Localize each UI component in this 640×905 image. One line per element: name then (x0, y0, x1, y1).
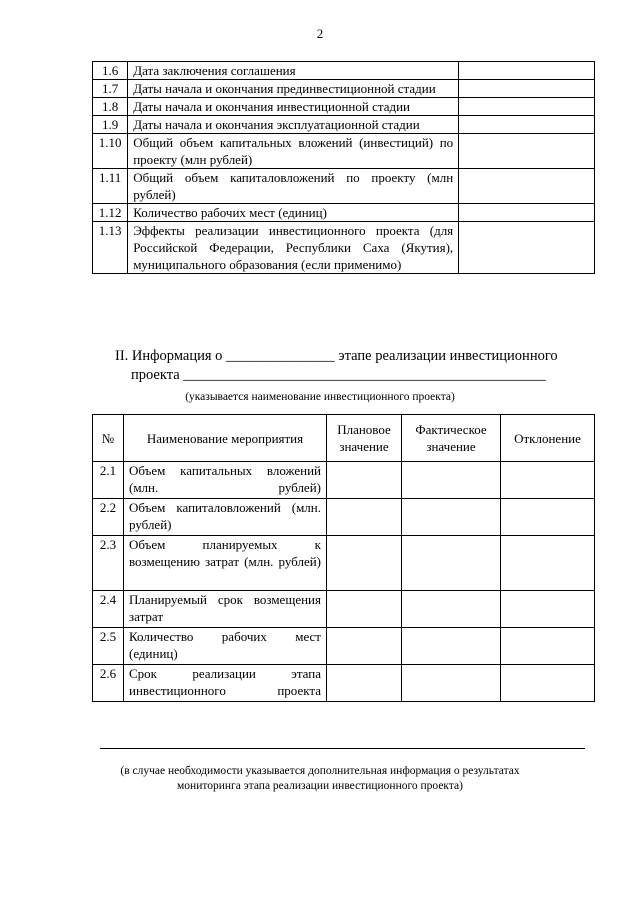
row-value (459, 98, 595, 116)
deviation-cell (501, 499, 595, 536)
table-row (93, 169, 595, 204)
table-row (93, 591, 595, 628)
row-label: Даты начала и окончания прединвестиционной стадии (128, 80, 459, 98)
table-row (93, 536, 595, 591)
row-value (459, 169, 595, 204)
table-row (93, 204, 595, 222)
row-label: Количество рабочих мест (единиц) (124, 628, 327, 665)
stage-info-table (92, 414, 595, 702)
deviation-cell (501, 591, 595, 628)
row-number: 1.9 (93, 116, 128, 134)
planned-cell (327, 591, 402, 628)
project-name-caption: (указывается наименование инвестиционного проекта) (185, 391, 455, 403)
row-label: Дата заключения соглашения (128, 62, 459, 80)
row-label: Общий объем капитальных вложений (инвестиций) по проекту (млн рублей) (128, 134, 459, 169)
row-label: Объем капиталовложений (млн. рублей) (124, 499, 327, 536)
row-number: 1.8 (93, 98, 128, 116)
row-value (459, 134, 595, 169)
row-label: Даты начала и окончания эксплуатационной стадии (128, 116, 459, 134)
row-number: 2.1 (93, 462, 124, 499)
row-value (459, 80, 595, 98)
planned-cell (327, 628, 402, 665)
row-label: Планируемый срок возмещения затрат (124, 591, 327, 628)
table-row (93, 499, 595, 536)
section-heading-line-1: II. Информация о _______________ этапе реализации инвестиционного (115, 348, 558, 364)
row-label: Объем капитальных вложений (млн. рублей) (124, 462, 327, 499)
table-row (93, 80, 595, 98)
row-label: Объем планируемых к возмещению затрат (млн. рублей) (124, 536, 327, 591)
row-number: 2.3 (93, 536, 124, 591)
row-number: 2.5 (93, 628, 124, 665)
row-number: 2.2 (93, 499, 124, 536)
header-name: Наименование мероприятия (124, 415, 327, 462)
row-value (459, 62, 595, 80)
planned-cell (327, 462, 402, 499)
page-number: 2 (316, 26, 324, 41)
actual-cell (402, 665, 501, 702)
row-number: 1.6 (93, 62, 128, 80)
actual-cell (402, 536, 501, 591)
row-value (459, 116, 595, 134)
actual-cell (402, 628, 501, 665)
table-row (93, 665, 595, 702)
table-row (93, 222, 595, 274)
row-number: 2.4 (93, 591, 124, 628)
row-label: Даты начала и окончания инвестиционной стадии (128, 98, 459, 116)
actual-cell (402, 462, 501, 499)
deviation-cell (501, 462, 595, 499)
table-row (93, 62, 595, 80)
actual-cell (402, 591, 501, 628)
actual-cell (402, 499, 501, 536)
table-row (93, 116, 595, 134)
table-row (93, 628, 595, 665)
deviation-cell (501, 665, 595, 702)
header-number: № (93, 415, 124, 462)
table-row (93, 134, 595, 169)
header-actual: Фактическое значение (402, 415, 501, 462)
signature-line (100, 748, 585, 749)
project-info-table (92, 61, 595, 274)
header-deviation: Отклонение (501, 415, 595, 462)
row-label: Срок реализации этапа инвестиционного проекта (124, 665, 327, 702)
row-value (459, 222, 595, 274)
table-row (93, 462, 595, 499)
table-row (93, 98, 595, 116)
row-number: 1.12 (93, 204, 128, 222)
footer-caption-2: мониторинга этапа реализации инвестиционного проекта) (177, 780, 463, 792)
section-heading (115, 347, 558, 385)
row-number: 1.7 (93, 80, 128, 98)
deviation-cell (501, 536, 595, 591)
row-number: 1.11 (93, 169, 128, 204)
deviation-cell (501, 628, 595, 665)
planned-cell (327, 536, 402, 591)
row-label: Общий объем капиталовложений по проекту (млн рублей) (128, 169, 459, 204)
header-planned: Плановое значение (327, 415, 402, 462)
footer-caption-1: (в случае необходимости указывается дополнительная информация о результатах (120, 765, 520, 777)
row-number: 1.10 (93, 134, 128, 169)
row-number: 1.13 (93, 222, 128, 274)
row-number: 2.6 (93, 665, 124, 702)
row-label: Эффекты реализации инвестиционного проекта (для Российской Федерации, Республики Саха (Якутия), муниципального образования (если применимо) (128, 222, 459, 274)
table-header-row (93, 415, 595, 462)
planned-cell (327, 665, 402, 702)
section-heading-line-2: проекта __________________________________________________ (131, 367, 546, 383)
row-label: Количество рабочих мест (единиц) (128, 204, 459, 222)
planned-cell (327, 499, 402, 536)
row-value (459, 204, 595, 222)
